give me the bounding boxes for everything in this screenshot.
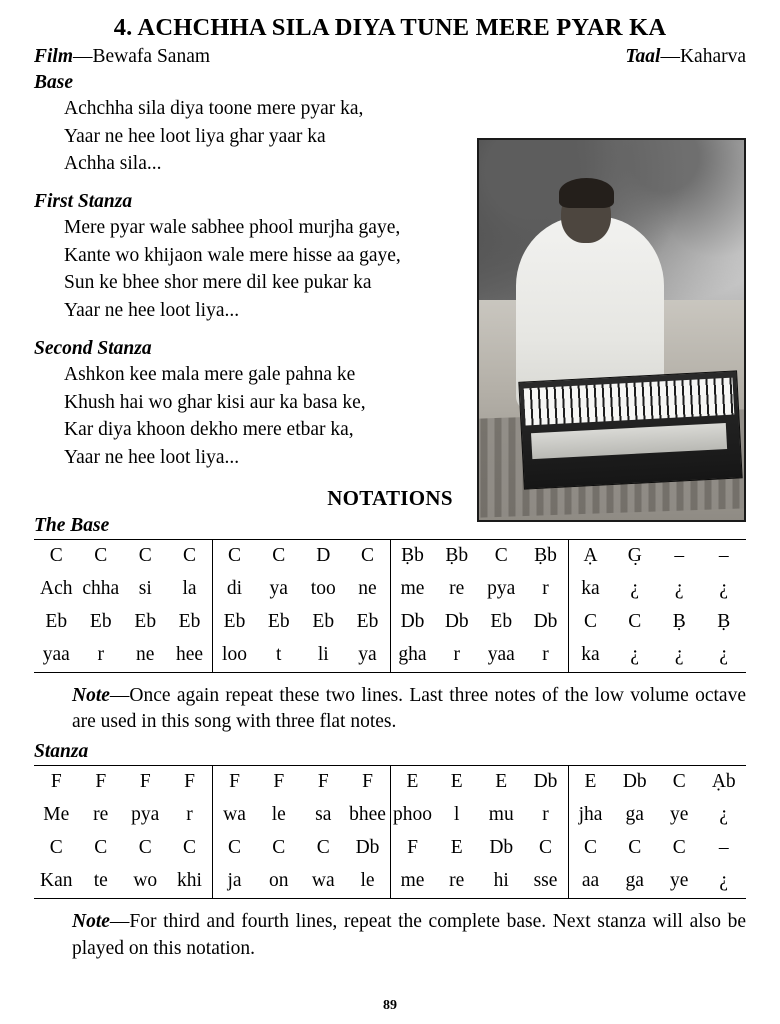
notation-cell: C <box>34 539 79 573</box>
notation-cell: – <box>702 539 747 573</box>
notation-row <box>34 573 746 606</box>
notation-cell: ga <box>625 804 644 826</box>
lyrics-and-photo <box>34 72 746 472</box>
notation-cell: Ach <box>40 577 73 599</box>
lyric-line: Achha sila... <box>64 153 162 175</box>
notation-cell: C <box>49 837 63 859</box>
notation-cell: Me <box>43 804 70 826</box>
lyric-line: Yaar ne hee loot liya... <box>64 300 240 322</box>
note-label: Note <box>72 911 110 933</box>
notation-cell: F <box>79 766 124 800</box>
taal-value: —Kaharva <box>660 46 746 67</box>
notation-cell: r <box>79 639 124 673</box>
film-value: —Bewafa Sanam <box>73 46 211 67</box>
lyric-line: Sun ke bhee shor mere dil kee pukar ka <box>64 272 372 294</box>
notation-cell: C <box>79 539 124 573</box>
notation-cell: C <box>168 539 213 573</box>
notation-cell: ja <box>212 865 257 899</box>
page-title: 4. ACHCHHA SILA DIYA TUNE MERE PYAR KA <box>113 14 667 41</box>
notation-cell: ne <box>123 639 168 673</box>
notation-cell: Ḅb <box>524 539 569 573</box>
notation-cell: C <box>657 766 702 800</box>
notation-cell: too <box>310 577 336 599</box>
photo-harmonium-keys <box>524 378 734 425</box>
notation-cell: C <box>538 837 552 859</box>
notation-cell: Ḅb <box>435 539 480 573</box>
notation-row <box>34 799 746 832</box>
notation-cell: re <box>435 865 480 899</box>
notation-cell: jha <box>568 799 613 832</box>
notation-cell: r <box>542 804 549 826</box>
notation-cell: C <box>628 610 642 632</box>
notation-cell: ¿ <box>674 577 684 599</box>
notation-cell: on <box>257 865 302 899</box>
notation-cell: mu <box>488 804 514 826</box>
notation-cell: F <box>390 832 435 865</box>
notation-cell: Kan <box>34 865 79 899</box>
notation-cell: r <box>435 639 480 673</box>
notation-cell: D <box>301 539 346 573</box>
note-base <box>34 683 746 736</box>
notation-cell: hee <box>168 639 213 673</box>
notation-cell: wa <box>301 865 346 899</box>
notation-cell: sse <box>524 865 569 899</box>
film-meta <box>34 46 210 68</box>
notation-cell: F <box>34 766 79 800</box>
notation-cell: F <box>346 766 391 800</box>
notation-cell: C <box>568 606 613 639</box>
notation-cell: ye <box>670 804 689 826</box>
photo-person-hair <box>559 178 615 208</box>
notation-cell: ¿ <box>702 639 747 673</box>
notation-cell: pya <box>131 804 160 826</box>
notation-cell: bhee <box>349 804 386 826</box>
notation-cell: ¿ <box>719 577 729 599</box>
notation-cell: ¿ <box>657 639 702 673</box>
notation-cell: C <box>182 837 196 859</box>
notation-cell: E <box>435 766 480 800</box>
notation-cell: yaa <box>34 639 79 673</box>
notation-cell: Db <box>355 837 380 859</box>
notation-cell: r <box>524 639 569 673</box>
notation-cell: yaa <box>479 639 524 673</box>
lyric-line: Mere pyar wale sabhee phool murjha gaye, <box>64 217 401 239</box>
notation-cell: – <box>718 837 729 859</box>
taal-meta <box>625 46 746 68</box>
lyric-line: Ashkon kee mala mere gale pahna ke <box>64 363 356 385</box>
notation-cell: Eb <box>212 606 257 639</box>
notation-cell: loo <box>212 639 257 673</box>
notation-cell: C <box>138 837 152 859</box>
notation-cell: F <box>257 766 302 800</box>
notation-cell: E <box>390 766 435 800</box>
notation-cell: C <box>346 539 391 573</box>
notation-row <box>34 539 746 573</box>
notation-cell: gha <box>390 639 435 673</box>
lyric-line: Kante wo khijaon wale mere hisse aa gaye, <box>64 244 401 266</box>
notation-cell: C <box>212 539 257 573</box>
notation-cell: di <box>212 573 257 606</box>
notation-cell: ya <box>269 577 288 599</box>
notation-cell: te <box>79 865 124 899</box>
notation-cell: Db <box>533 610 558 632</box>
notation-cell: Db <box>613 766 658 800</box>
lyric-line: Kar diya khoon dekho mere etbar ka, <box>64 419 354 441</box>
lyric-line: Achchha sila diya toone mere pyar ka, <box>64 98 364 119</box>
notation-row <box>34 606 746 639</box>
notation-cell: C <box>479 539 524 573</box>
notation-table-base <box>34 539 746 673</box>
lyric-line: Yaar ne hee loot liya... <box>64 446 240 468</box>
taal-label: Taal <box>625 46 661 67</box>
note-label: Note <box>72 684 110 706</box>
notation-cell: ¿ <box>702 865 747 899</box>
notation-row <box>34 639 746 673</box>
notation-cell: khi <box>168 865 213 899</box>
notation-cell: l <box>454 804 460 826</box>
notation-cell: Eb <box>45 610 68 632</box>
notation-cell: Ḅb <box>390 539 435 573</box>
notation-cell: Db <box>390 606 435 639</box>
notation-cell: C <box>672 837 686 859</box>
notation-cell: C <box>123 539 168 573</box>
notation-cell: Db <box>489 837 514 859</box>
notation-cell: le <box>271 804 286 826</box>
notation-cell: Eb <box>267 610 290 632</box>
note-text: —Once again repeat these two lines. Last three notes of the low volume octave are used in this song with three flat notes. <box>72 684 746 732</box>
man-playing-harmonium-photo <box>477 138 746 522</box>
notation-cell: Db <box>524 766 569 800</box>
notation-cell: Eb <box>490 610 513 632</box>
lyrics-second-stanza <box>34 361 486 472</box>
notation-cell: phoo <box>390 799 435 832</box>
note-text: —For third and fourth lines, repeat the complete base. Next stanza will also be played on this notation. <box>72 911 746 959</box>
notation-cell: aa <box>568 865 613 899</box>
notation-cell: – <box>657 539 702 573</box>
notation-cell: li <box>301 639 346 673</box>
notation-cell: Db <box>444 610 469 632</box>
notation-cell: sa <box>315 804 332 826</box>
notation-cell: ya <box>346 639 391 673</box>
notation-cell: C <box>628 837 642 859</box>
photo-harmonium <box>519 370 744 490</box>
song-meta-row <box>34 46 746 68</box>
notation-cell: ye <box>657 865 702 899</box>
notation-cell: ¿ <box>630 577 640 599</box>
notation-cell: C <box>272 837 286 859</box>
notation-cell: me <box>390 573 435 606</box>
notation-cell: C <box>568 832 613 865</box>
lyric-line: Khush hai wo ghar kisi aur ka basa ke, <box>64 391 366 413</box>
lyric-line: Yaar ne hee loot liya ghar yaar ka <box>64 125 326 147</box>
notation-cell: E <box>568 766 613 800</box>
notation-row <box>34 865 746 899</box>
notation-cell: wo <box>123 865 168 899</box>
notation-cell: G̣ <box>613 539 658 573</box>
notation-cell: ¿ <box>613 639 658 673</box>
notation-cell: F <box>212 766 257 800</box>
notation-cell: C <box>212 832 257 865</box>
notation-cell: ne <box>358 577 377 599</box>
section-heading-second-stanza: Second Stanza <box>34 337 152 359</box>
lyrics-base <box>34 95 486 178</box>
notation-cell: le <box>346 865 391 899</box>
notation-cell: pya <box>487 577 516 599</box>
notation-cell: F <box>168 766 213 800</box>
notation-row <box>34 766 746 800</box>
notation-cell: Ạ <box>568 539 613 573</box>
notation-table-stanza <box>34 765 746 899</box>
notation-cell: ¿ <box>719 804 729 826</box>
notation-cell: hi <box>479 865 524 899</box>
notation-cell: C <box>94 837 108 859</box>
notation-cell: re <box>449 577 465 599</box>
notation-cell: Eb <box>134 610 157 632</box>
notation-cell: F <box>301 766 346 800</box>
notation-cell: Eb <box>356 610 379 632</box>
notation-cell: Eb <box>89 610 112 632</box>
section-heading-base: Base <box>34 72 73 93</box>
notation-cell: C <box>316 837 330 859</box>
notation-cell: Ḅ <box>717 610 731 632</box>
notation-cell: ka <box>568 573 613 606</box>
notation-cell: C <box>257 539 302 573</box>
notation-cell: re <box>93 804 109 826</box>
notation-cell: E <box>450 837 463 859</box>
notation-cell: wa <box>212 799 257 832</box>
notation-cell: si <box>138 577 152 599</box>
notation-cell: E <box>479 766 524 800</box>
lyrics-first-stanza <box>34 214 486 325</box>
notation-row <box>34 832 746 865</box>
notation-cell: r <box>186 804 193 826</box>
notation-heading-base: The Base <box>34 514 110 536</box>
section-heading-first-stanza: First Stanza <box>34 191 133 213</box>
notation-cell: F <box>123 766 168 800</box>
notation-cell: la <box>182 577 197 599</box>
notation-cell: chha <box>82 577 120 599</box>
notation-cell: t <box>257 639 302 673</box>
notation-cell: Ạb <box>702 766 747 800</box>
notation-cell: Eb <box>178 610 201 632</box>
notations-title: NOTATIONS <box>327 485 453 510</box>
page-number: 89 <box>383 998 397 1013</box>
notation-cell: Eb <box>312 610 335 632</box>
notation-heading-stanza: Stanza <box>34 741 89 763</box>
film-label: Film <box>34 46 74 67</box>
notation-cell: r <box>542 577 549 599</box>
notation-cell: ka <box>568 639 613 673</box>
note-stanza <box>34 909 746 962</box>
notation-cell: me <box>390 865 435 899</box>
notation-cell: ga <box>613 865 658 899</box>
notation-cell: Ḅ <box>672 610 686 632</box>
photo-harmonium-panel <box>531 423 728 459</box>
